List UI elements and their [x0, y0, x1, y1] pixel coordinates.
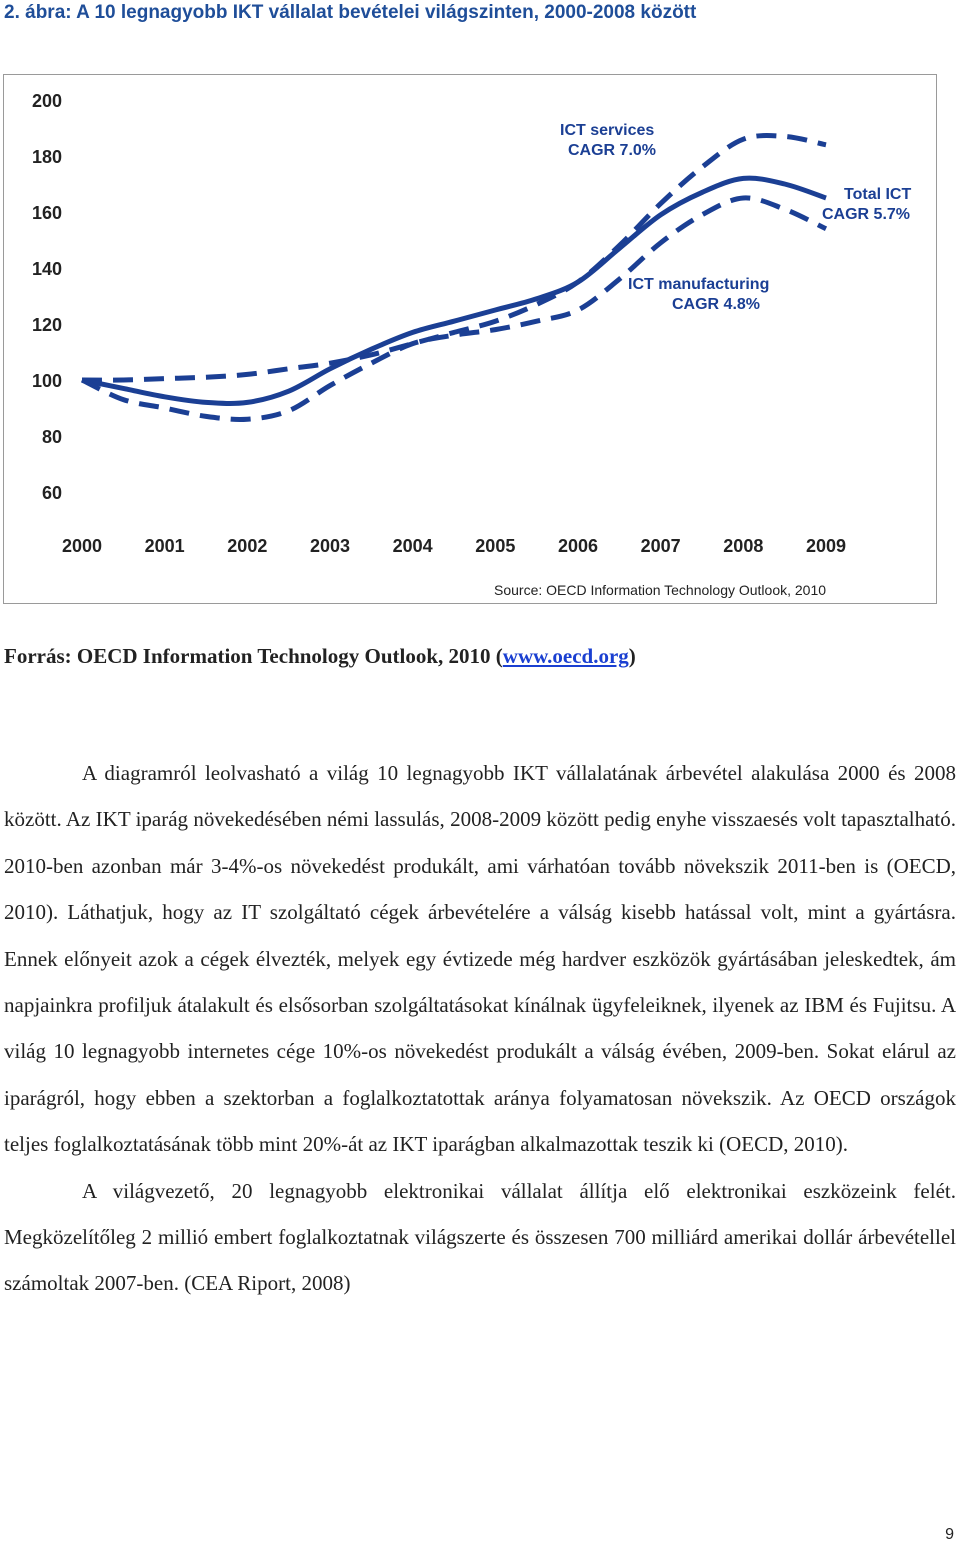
oecd-link[interactable]: www.oecd.org — [502, 644, 629, 668]
x-tick-label: 2005 — [475, 536, 516, 556]
y-tick-label: 120 — [31, 315, 62, 335]
x-tick-label: 2003 — [309, 536, 351, 556]
y-tick-label: 60 — [41, 483, 62, 503]
source-close-paren: ) — [628, 644, 636, 668]
y-tick-label: 100 — [31, 371, 62, 391]
label-total-ict-cagr: CAGR 5.7% — [822, 206, 911, 223]
x-tick-label: 2002 — [227, 536, 268, 556]
label-ict-services-cagr: CAGR 7.0% — [568, 142, 657, 159]
x-tick-label: 2008 — [723, 536, 764, 556]
x-tick-label: 2006 — [557, 536, 599, 556]
y-tick-label: 80 — [41, 427, 62, 447]
figure-source — [4, 644, 956, 669]
label-ict-manufacturing-cagr: CAGR 4.8% — [672, 296, 761, 313]
revenue-line-chart — [3, 74, 937, 604]
y-tick-label: 200 — [31, 91, 62, 111]
x-tick-label: 2001 — [144, 536, 185, 556]
y-axis-ticks — [32, 91, 62, 503]
paragraph-1: A diagramról leolvasható a világ 10 legnagyobb IKT vállalatának árbevétel alakulása 2000 és 2008 között. Az IKT iparág növekedésében némi lassulás, 2008-2009 között pedig enyhe visszaesés volt tapasztalható. 2010-ben azonban már 3-4%-os növekedést produkált, ami várhatóan tovább növekszik 2011-ben is (OECD, 2010). Láthatjuk, hogy az IT szolgáltató cégek árbevételére a válság kisebb hatással volt, mint a gyártásra. Ennek előnyeit azok a cégek élvezték, melyek egy évtizede még hardver eszközök gyártásában jeleskedtek, ám napjainkra profiljuk átalakult és elsősorban szolgáltatásokat kínálnak ügyfeleiknek, ilyenek az IBM és Fujitsu. A világ 10 legnagyobb internetes cége 10%-os növekedést produkált a válság évében, 2009-ben. Sokat elárul az iparágról, hogy ebben a szektorban a foglalkoztatottak aránya folyamatosan növekszik. Az OECD országok teljes foglalkoztatásának több mint 20%-át az IKT iparágban alkalmazottak teszik ki (OECD, 2010). — [4, 761, 956, 1157]
page-number: 9 — [945, 1526, 954, 1543]
paragraph-2: A világvezető, 20 legnagyobb elektronikai vállalat állítja elő elektronikai eszközeink felét. Megközelítőleg 2 millió embert foglalkoztatnak világszerte és összesen 700 milliárd amerikai dollár árbevétellel számoltak 2007-ben. (CEA Riport, 2008) — [4, 1178, 956, 1296]
x-tick-label: 2004 — [392, 536, 433, 556]
y-tick-label: 160 — [31, 203, 62, 223]
y-tick-label: 180 — [31, 147, 62, 167]
label-ict-services-name: ICT services — [560, 122, 655, 139]
x-tick-label: 2009 — [805, 536, 847, 556]
body-text — [4, 750, 956, 1307]
source-text: Forrás: OECD Information Technology Outlook, 2010 ( — [4, 644, 503, 668]
x-tick-label: 2000 — [61, 536, 103, 556]
label-ict-manufacturing-name: ICT manufacturing — [628, 276, 770, 293]
chart-source-note: Source: OECD Information Technology Outlook, 2010 — [494, 582, 827, 598]
series-line-ict-services — [82, 135, 826, 380]
chart-canvas — [4, 75, 938, 605]
x-tick-label: 2007 — [640, 536, 681, 556]
y-tick-label: 140 — [31, 259, 62, 279]
figure-title: 2. ábra: A 10 legnagyobb IKT vállalat bevételei világszinten, 2000-2008 között — [4, 2, 697, 23]
label-total-ict-name: Total ICT — [844, 186, 912, 203]
x-axis-ticks — [62, 536, 846, 556]
